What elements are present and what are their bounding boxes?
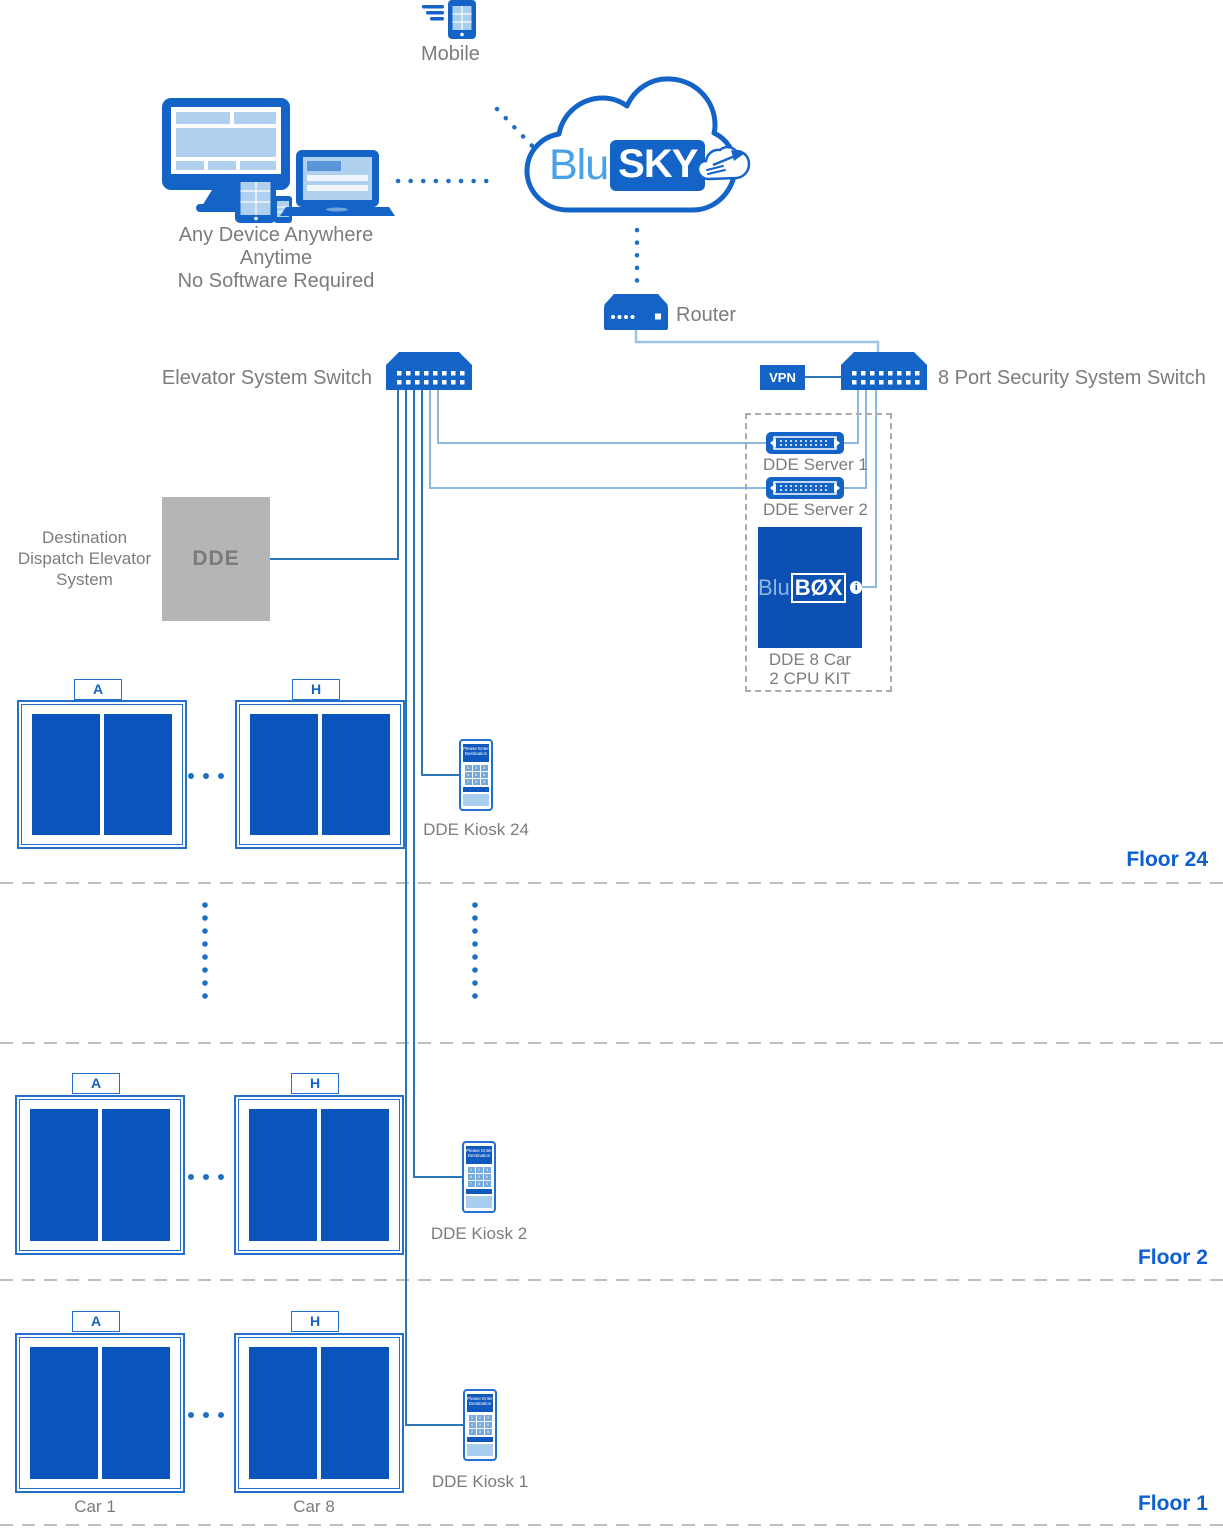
door-panel <box>322 714 390 835</box>
dde-system-box <box>162 497 270 621</box>
elevator-switch-label: Elevator System Switch <box>161 367 372 389</box>
laptop-icon <box>280 150 395 216</box>
elevator-to-server1 <box>438 390 766 443</box>
dde-system-box-label: DDE <box>192 547 240 570</box>
blubox-logo-blu: Blu <box>758 574 790 600</box>
door-ellipsis-dots <box>188 773 224 1418</box>
kiosk-keypad <box>465 765 488 785</box>
kiosk-key: 8 <box>476 1181 483 1187</box>
blusky-mini-cloud-icon <box>695 145 753 187</box>
kiosk-key: 7 <box>469 1429 476 1435</box>
kiosk-1-label: DDE Kiosk 1 <box>431 1472 529 1491</box>
blubox-caption-line2: 2 CPU KIT <box>769 669 851 688</box>
router-to-security-switch-line <box>636 330 878 352</box>
door-panel <box>321 1347 389 1479</box>
kiosk-keypad <box>469 1415 492 1435</box>
kiosk-key: 7 <box>465 779 472 785</box>
door-label-a-f2: A <box>72 1073 120 1094</box>
elevator-doors-h-f24 <box>235 700 405 849</box>
floor-label-24: Floor 24 <box>1126 848 1208 871</box>
dde-server-2-icon <box>766 477 844 499</box>
door-panel <box>32 714 100 835</box>
blubox-caption-line1: DDE 8 Car <box>768 650 852 669</box>
kiosk-keypad <box>468 1167 491 1187</box>
kiosk-key: 9 <box>481 779 488 785</box>
floor-label-1: Floor 1 <box>1137 1492 1208 1515</box>
elevator-switch-branches <box>270 390 463 1425</box>
kiosk-screen: Please Enter Destination <box>466 1146 492 1164</box>
kiosk-key: 1 <box>469 1415 476 1421</box>
kiosk-key: 4 <box>469 1422 476 1428</box>
line-to-kiosk24 <box>422 390 459 775</box>
dde-server-1-label: DDE Server 1 <box>763 455 868 474</box>
kiosk-24-label: DDE Kiosk 24 <box>423 820 529 839</box>
kiosk-reader <box>466 1196 492 1208</box>
kiosk-key: 5 <box>477 1422 484 1428</box>
kiosk-key: 6 <box>485 1422 492 1428</box>
door-label-h-f2: H <box>291 1073 339 1094</box>
kiosk-key: 2 <box>477 1415 484 1421</box>
door-panel <box>30 1347 98 1479</box>
any-device-caption-line1: Any Device Anywhere Anytime <box>178 224 374 269</box>
kiosk-screen: Please Enter Destination <box>463 744 489 762</box>
door-panel <box>104 714 172 835</box>
router-icon <box>604 294 668 331</box>
dde-system-caption-line1: Destination <box>41 528 128 547</box>
tablet-icon <box>235 176 276 223</box>
kiosk-key: 2 <box>476 1167 483 1173</box>
router-label: Router <box>676 304 737 326</box>
kiosk-2 <box>462 1141 496 1213</box>
door-panel <box>249 1109 317 1241</box>
dde-server-1-icon <box>766 432 844 454</box>
kiosk-key: 8 <box>473 779 480 785</box>
kiosk-2-label: DDE Kiosk 2 <box>430 1224 528 1243</box>
kiosk-key: 4 <box>465 772 472 778</box>
kiosk-key: 1 <box>468 1167 475 1173</box>
car-8-label: Car 8 <box>293 1497 335 1516</box>
door-panel <box>30 1109 98 1241</box>
kiosk-key: 4 <box>468 1174 475 1180</box>
door-panel <box>249 1347 317 1479</box>
floor-continuation-dots <box>202 902 478 999</box>
blusky-logo-sky: SKY <box>610 140 705 191</box>
mobile-icon <box>420 0 478 40</box>
door-label-h-f1: H <box>291 1311 339 1332</box>
security-switch-label: 8 Port Security System Switch <box>938 367 1206 389</box>
door-panel <box>321 1109 389 1241</box>
blubox-unit <box>758 527 862 648</box>
door-panel <box>102 1109 170 1241</box>
security-switch-icon <box>841 352 927 390</box>
kiosk-24 <box>459 739 493 811</box>
elevator-switch-icon <box>386 352 472 390</box>
kiosk-key: 8 <box>477 1429 484 1435</box>
dde-system-caption <box>12 527 157 590</box>
info-icon: i <box>850 581 862 594</box>
floor-label-2: Floor 2 <box>1137 1246 1208 1269</box>
kiosk-card-slot <box>466 1189 492 1194</box>
door-panel <box>102 1347 170 1479</box>
kiosk-1 <box>463 1389 497 1461</box>
any-device-icons <box>160 92 396 224</box>
elevator-to-server2 <box>430 390 766 488</box>
elevator-doors-a-f24 <box>17 700 187 849</box>
elevator-doors-a-f1 <box>15 1333 185 1493</box>
kiosk-screen: Please Enter Destination <box>467 1394 493 1412</box>
dde-system-caption-line2: Dispatch Elevator <box>17 549 152 568</box>
any-device-caption-line2: No Software Required <box>177 270 375 292</box>
elevator-doors-h-f1 <box>234 1333 404 1493</box>
kiosk-key: 7 <box>468 1181 475 1187</box>
dde-server-2-label: DDE Server 2 <box>763 500 868 519</box>
dde-system-caption-line3: System <box>56 570 113 589</box>
any-device-caption <box>150 224 402 293</box>
kiosk-key: 3 <box>481 765 488 771</box>
kiosk-key: 6 <box>481 772 488 778</box>
door-label-a-f1: A <box>72 1311 120 1332</box>
kiosk-key: 1 <box>465 765 472 771</box>
kiosk-key: 2 <box>473 765 480 771</box>
kiosk-key: 3 <box>484 1167 491 1173</box>
line-to-dde-box <box>270 390 398 559</box>
kiosk-card-slot <box>467 1437 493 1442</box>
door-label-h-f24: H <box>292 679 340 700</box>
kiosk-key: 5 <box>476 1174 483 1180</box>
blusky-logo <box>549 140 753 191</box>
vpn-box: VPN <box>760 365 805 390</box>
kiosk-key: 6 <box>484 1174 491 1180</box>
kiosk-card-slot <box>463 787 489 792</box>
elevator-doors-h-f2 <box>234 1095 404 1255</box>
mobile-label: Mobile <box>421 43 480 65</box>
elevator-doors-a-f2 <box>15 1095 185 1255</box>
kiosk-key: 3 <box>485 1415 492 1421</box>
kiosk-reader <box>463 794 489 806</box>
kiosk-reader <box>467 1444 493 1456</box>
car-1-label: Car 1 <box>74 1497 116 1516</box>
blubox-logo-box: BØX <box>791 573 847 603</box>
door-panel <box>250 714 318 835</box>
kiosk-key: 5 <box>473 772 480 778</box>
kiosk-key: 9 <box>484 1181 491 1187</box>
blusky-logo-blu: Blu <box>549 141 609 189</box>
door-label-a-f24: A <box>74 679 122 700</box>
kiosk-key: 9 <box>485 1429 492 1435</box>
